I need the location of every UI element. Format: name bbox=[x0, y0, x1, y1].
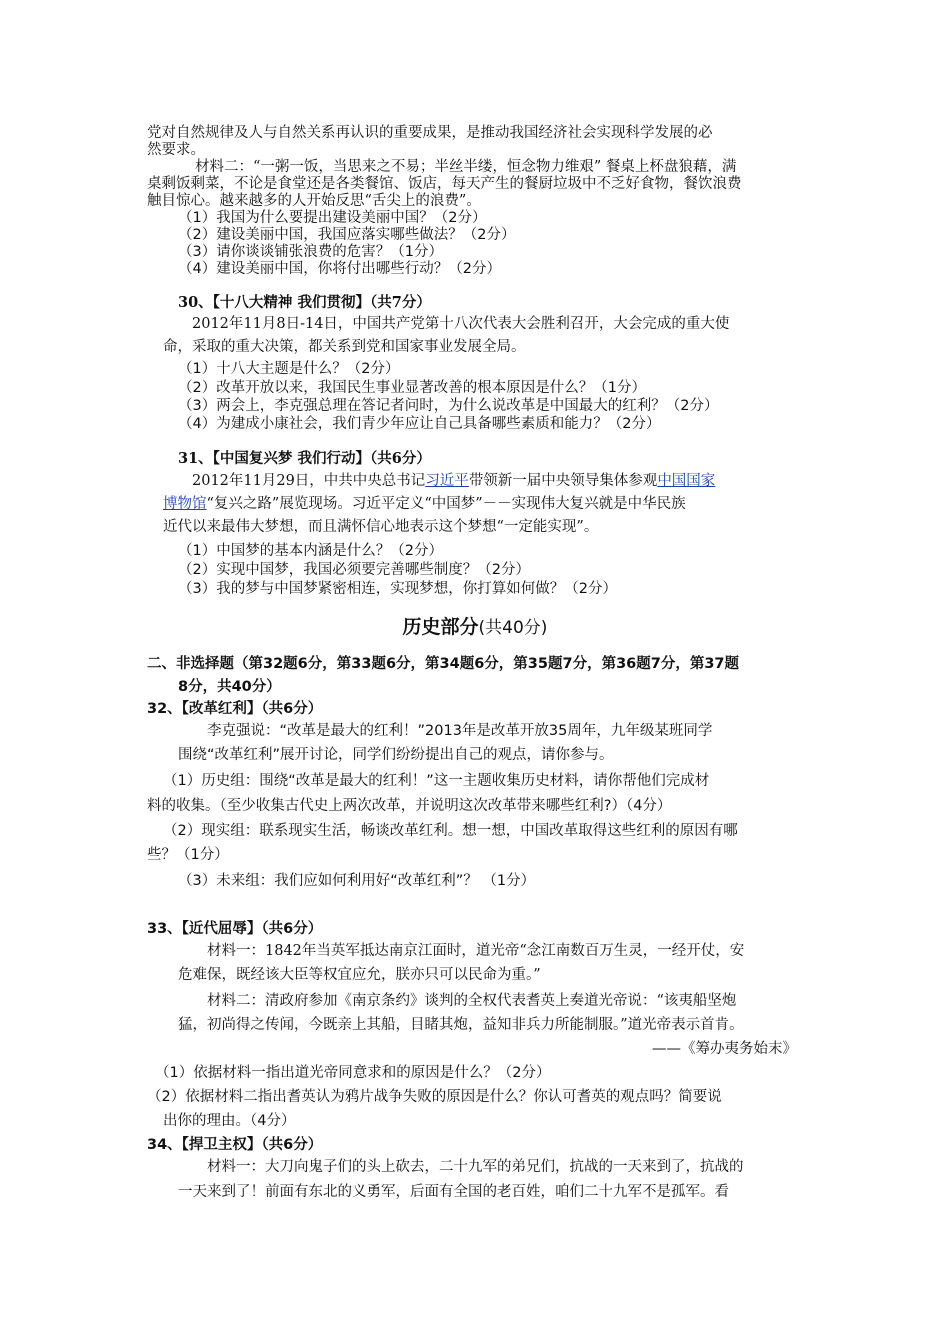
q30-question1: （1）十八大主题是什么？（2分） bbox=[178, 361, 400, 377]
q31-question1: （1）中国梦的基本内涵是什么？（2分） bbox=[178, 543, 443, 559]
q31-question3: （3）我的梦与中国梦紧密相连，实现梦想，你打算如何做？（2分） bbox=[178, 581, 617, 597]
q33-material1-line1: 材料一：1842年当英军抵达南京江面时，道光帝“念江南数百万生灵，一经开仗，安 bbox=[207, 943, 745, 959]
q31-text-line1 bbox=[192, 472, 715, 490]
q31-text-line2 bbox=[163, 495, 686, 513]
q34-material1-line2: 一天来到了！前面有东北的义勇军，后面有全国的老百姓，咱们二十九军不是孤军。看 bbox=[178, 1184, 729, 1200]
q29-question2: （2）建设美丽中国，我国应落实哪些做法？（2分） bbox=[178, 227, 516, 243]
q31-text-line1-part2: 带领新一届中央领导集体参观 bbox=[468, 473, 658, 489]
q31-heading: 31、【中国复兴梦 我们行动】（共6分） bbox=[178, 450, 431, 467]
link-national-museum[interactable]: 中国国家 bbox=[657, 473, 716, 489]
section-heading-line1: 二、非选择题（第32题6分，第33题6分，第34题6分，第35题7分，第36题7分，第37题 bbox=[147, 656, 740, 672]
q30-text-line1: 2012年11月8日-14日，中国共产党第十八次代表大会胜利召开，大会完成的重大使 bbox=[192, 316, 730, 332]
history-title-main: 历史部分 bbox=[402, 616, 479, 638]
q30-text-line2: 命，采取的重大决策，都关系到党和国家事业发展全局。 bbox=[163, 339, 526, 355]
q31-text-line3: 近代以来最伟大梦想，而且满怀信心地表示这个梦想“一定能实现”。 bbox=[163, 519, 599, 535]
q31-question2: （2）实现中国梦，我国必须要完善哪些制度？（2分） bbox=[178, 562, 530, 578]
q29-material2-line2: 桌剩饭剩菜，不论是食堂还是各类餐馆、饭店，每天产生的餐厨垃圾中不乏好食物，餐饮浪费 bbox=[147, 176, 742, 192]
q32-heading: 32、【改革红利】（共6分） bbox=[147, 701, 323, 717]
q30-question2: （2）改革开放以来，我国民生事业显著改善的根本原因是什么？（1分） bbox=[178, 380, 646, 396]
q32-question2-line1: （2）现实组：联系现实生活，畅谈改革红利。想一想，中国改革取得这些红利的原因有哪 bbox=[163, 823, 738, 839]
q29-material2-line3: 触目惊心。越来越多的人开始反思“舌尖上的浪费”。 bbox=[147, 193, 481, 209]
q32-text-line2: 围绕“改革红利”展开讨论，同学们纷纷提出自己的观点，请你参与。 bbox=[178, 747, 614, 763]
q29-material2-line1: 材料二：“一粥一饭，当思来之不易；半丝半缕，恒念物力维艰” 餐桌上杯盘狼藉，满 bbox=[195, 159, 737, 175]
q33-heading: 33、【近代屈辱】（共6分） bbox=[147, 921, 323, 937]
section-heading-line2: 8分，共40分） bbox=[178, 679, 281, 695]
link-xi-jinping[interactable]: 习近平 bbox=[425, 473, 469, 489]
history-title-sub: (共40分) bbox=[478, 618, 548, 638]
q33-question1: （1）依据材料一指出道光帝同意求和的原因是什么？（2分） bbox=[155, 1065, 551, 1081]
q31-text-line2-part2: “复兴之路”展览现场。习近平定义“中国梦”－－实现伟大复兴就是中华民族 bbox=[206, 496, 686, 512]
q33-material2-line1: 材料二：清政府参加《南京条约》谈判的全权代表耆英上奏道光帝说：“该夷船坚炮 bbox=[207, 993, 737, 1009]
q34-material1-line1: 材料一：大刀向鬼子们的头上砍去，二十九军的弟兄们，抗战的一天来到了，抗战的 bbox=[207, 1159, 744, 1175]
q30-question3: （3）两会上，李克强总理在答记者问时，为什么说改革是中国最大的红利？（2分） bbox=[178, 398, 719, 414]
q32-question2-line2: 些？（1分） bbox=[147, 847, 229, 863]
q30-question4: （4）为建成小康社会，我们青少年应让自己具备哪些素质和能力？（2分） bbox=[178, 416, 661, 432]
q34-heading: 34、【捍卫主权】（共6分） bbox=[147, 1137, 323, 1153]
q29-question3: （3）请你谈谈铺张浪费的危害？（1分） bbox=[178, 244, 443, 260]
q33-material2-line2: 猛，初尚得之传闻，今既亲上其船，目睹其炮，益知非兵力所能制服。”道光帝表示首肯。 bbox=[178, 1017, 744, 1033]
q29-question4: （4）建设美丽中国，你将付出哪些行动？（2分） bbox=[178, 261, 501, 277]
q33-source: ——《筹办夷务始末》 bbox=[652, 1041, 797, 1057]
q33-question2-line2: 出你的理由。（4分） bbox=[163, 1113, 296, 1129]
q32-text-line1: 李克强说：“改革是最大的红利！”2013年是改革开放35周年，九年级某班同学 bbox=[207, 723, 713, 739]
q29-text-line1: 党对自然规律及人与自然关系再认识的重要成果，是推动我国经济社会实现科学发展的必 bbox=[147, 125, 713, 141]
q29-text-line2: 然要求。 bbox=[147, 142, 205, 158]
q31-text-line1-part1: 2012年11月29日，中共中央总书记 bbox=[192, 473, 426, 489]
history-section-title bbox=[0, 612, 950, 639]
q32-question1-line1: （1）历史组：围绕“改革是最大的红利！”这一主题收集历史材料，请你帮他们完成材 bbox=[163, 773, 710, 789]
q32-question1-line2: 料的收集。（至少收集古代史上两次改革，并说明这次改革带来哪些红利?）（4分） bbox=[147, 798, 672, 814]
q33-question2-line1: （2）依据材料二指出耆英认为鸦片战争失败的原因是什么？你认可耆英的观点吗？简要说 bbox=[147, 1089, 722, 1105]
q33-material1-line2: 危难保，既经该大臣等权宜应允，朕亦只可以民命为重。” bbox=[178, 967, 541, 983]
q32-question3: （3）未来组：我们应如何利用好“改革红利”？ （1分） bbox=[178, 873, 536, 889]
link-national-museum-cont[interactable]: 博物馆 bbox=[163, 496, 207, 512]
q29-question1: （1）我国为什么要提出建设美丽中国？（2分） bbox=[178, 210, 487, 226]
q30-heading: 30、【十八大精神 我们贯彻】（共7分） bbox=[178, 294, 431, 311]
